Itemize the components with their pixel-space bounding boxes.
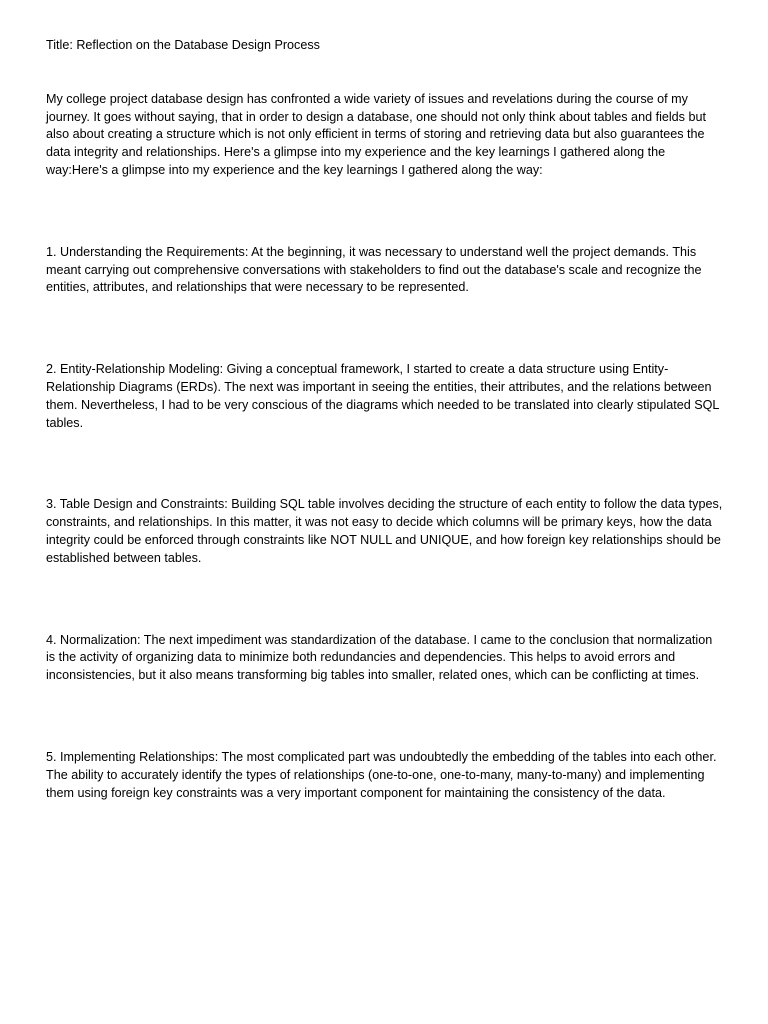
intro-paragraph: My college project database design has confronted a wide variety of issues and revelations during the course of my journey. It goes without saying, that in order to design a database, one should not only think about tables and fields but also about creating a structure which is not only efficient in terms of storing and retrieving data but also guarantees the data integrity and relationships. Here's a glimpse into my experience and the key learnings I gathered along the way:Here's a glimpse into my experience and the key learnings I gathered along the way: <box>46 91 706 177</box>
section-paragraph-5: 5. Implementing Relationships: The most complicated part was undoubtedly the embedding of the tables into each other. The ability to accurately identify the types of relationships (one-to-one, one-to-many, many-to-many) and implementing them using foreign key constraints was a very important component for maintaining the consistency of the data. <box>46 749 717 800</box>
section-paragraph-4: 4. Normalization: The next impediment was standardization of the database. I came to the conclusion that normalization is the activity of organizing data to minimize both redundancies and dependencies. This helps to avoid errors and inconsistencies, but it also means transforming big tables into smaller, related ones, which can be conflicting at times. <box>46 632 713 683</box>
section-paragraph-3: 3. Table Design and Constraints: Building SQL table involves deciding the structure of each entity to follow the data types, constraints, and relationships. In this matter, it was not easy to decide which columns will be primary keys, how the data integrity could be enforced through constraints like NOT NULL and UNIQUE, and how foreign key relationships should be established between tables. <box>46 497 723 565</box>
document-page <box>46 37 724 802</box>
section-paragraph-2: 2. Entity-Relationship Modeling: Giving a conceptual framework, I started to create a data structure using Entity-Relationship Diagrams (ERDs). The next was important in seeing the entities, their attributes, and the relations between them. Nevertheless, I had to be very conscious of the diagrams which needed to be translated into clearly stipulated SQL tables. <box>46 362 719 430</box>
section-paragraph-1: 1. Understanding the Requirements: At the beginning, it was necessary to understand well the project demands. This meant carrying out comprehensive conversations with stakeholders to find out the database's scale and recognize the entities, attributes, and relationships that were necessary to be represented. <box>46 244 702 295</box>
document-title: Title: Reflection on the Database Design Process <box>46 38 320 52</box>
